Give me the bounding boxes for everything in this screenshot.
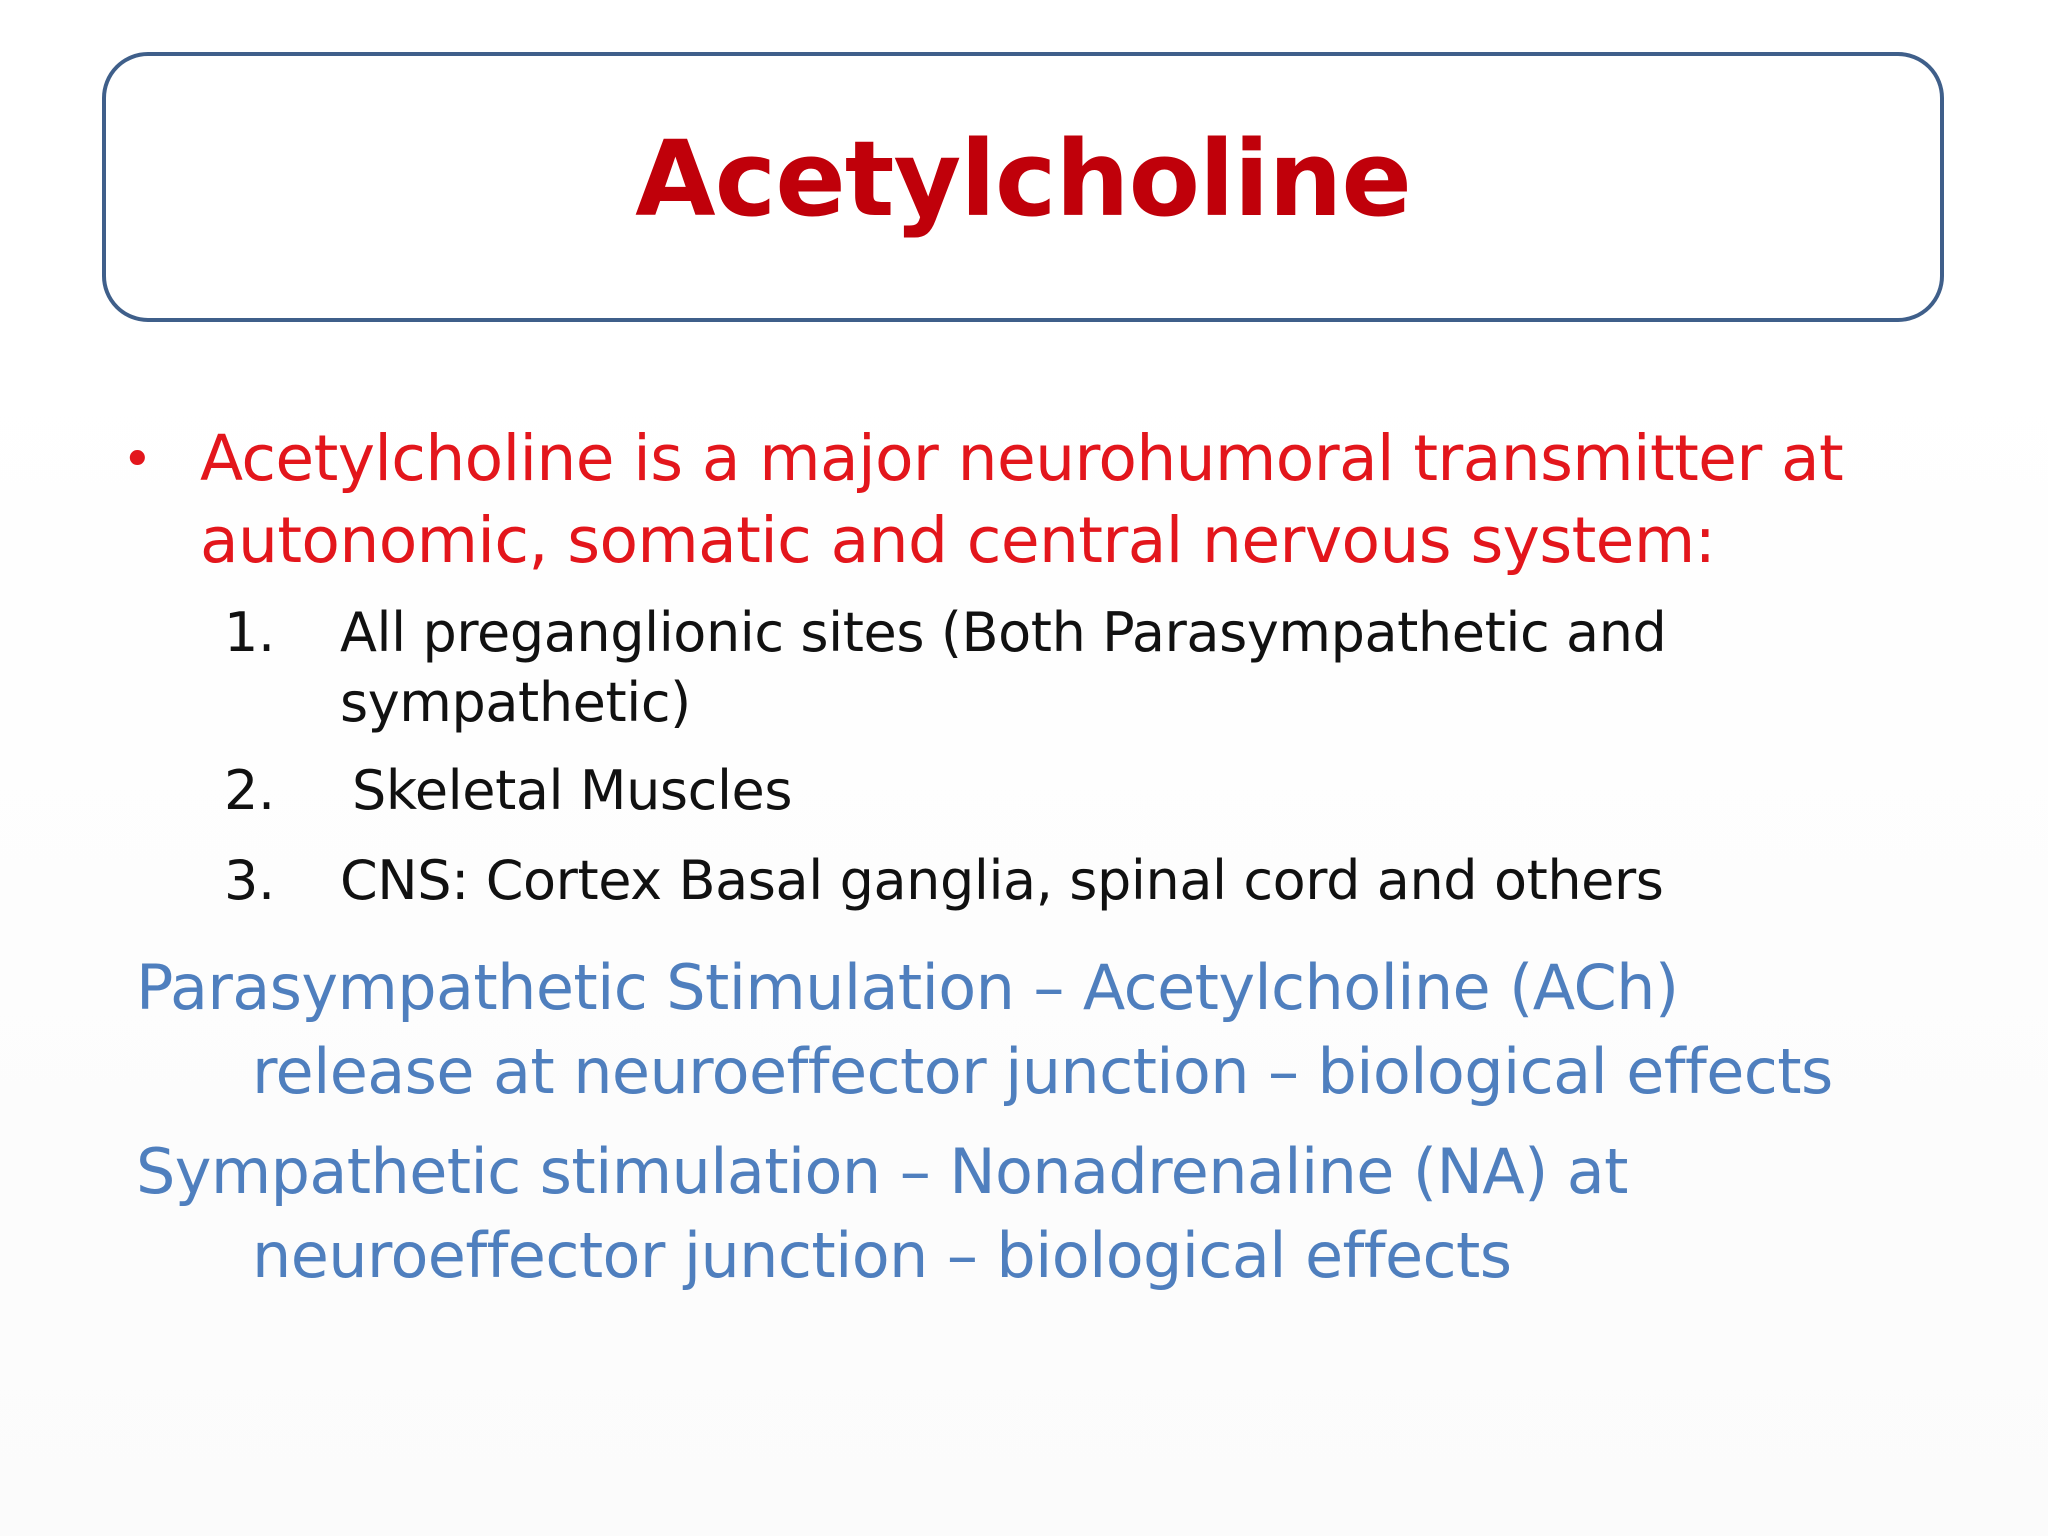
list-item xyxy=(224,756,1844,826)
paragraph-line: release at neuroeffector junction – biological effects xyxy=(252,1035,1833,1108)
numbered-list xyxy=(224,598,1844,916)
list-item xyxy=(224,598,1844,738)
paragraph-line: Sympathetic stimulation – Nonadrenaline (NA) at xyxy=(136,1135,1628,1208)
bullet-line xyxy=(122,418,1922,582)
list-item-text: CNS: Cortex Basal ganglia, spinal cord and others xyxy=(340,849,1664,912)
list-item-number: 2. xyxy=(224,759,275,822)
title-box xyxy=(102,52,1944,322)
slide-title: Acetylcholine xyxy=(635,118,1411,240)
bullet-point xyxy=(122,418,1922,582)
paragraph-line: Parasympathetic Stimulation – Acetylcholine (ACh) xyxy=(136,951,1679,1024)
list-item-text: Skeletal Muscles xyxy=(352,759,793,822)
bullet-icon: • xyxy=(122,430,153,490)
list-item-text: All preganglionic sites (Both Parasympathetic and sympathetic) xyxy=(340,601,1667,734)
parasympathetic-paragraph xyxy=(136,946,1936,1114)
bullet-text: Acetylcholine is a major neurohumoral transmitter at autonomic, somatic and central nervous system: xyxy=(200,422,1844,577)
sympathetic-paragraph xyxy=(136,1130,1936,1298)
list-item-number: 3. xyxy=(224,849,275,912)
list-item-number: 1. xyxy=(224,601,275,664)
list-item xyxy=(224,846,1844,916)
paragraph-line: neuroeffector junction – biological effects xyxy=(252,1219,1512,1292)
